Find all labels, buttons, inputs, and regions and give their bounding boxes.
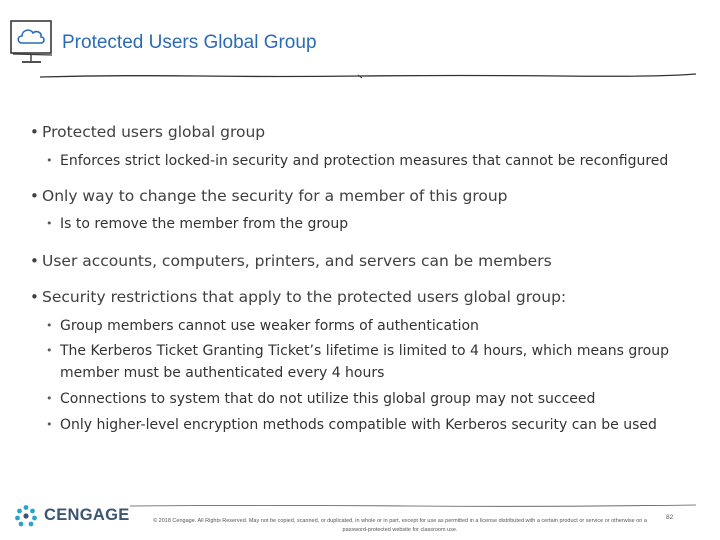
- bullet-group: [30, 251, 710, 272]
- bullet-text: User accounts, computers, printers, and servers can be members: [42, 252, 552, 270]
- bullet-text: Security restrictions that apply to the protected users global group:: [42, 288, 567, 306]
- sub-bullet-marker: •: [46, 217, 53, 230]
- sub-bullet-item: [30, 213, 710, 235]
- sub-bullet-text: Only higher-level encryption methods compatible with Kerberos security can be used: [60, 417, 657, 433]
- sub-bullet-item: [30, 315, 710, 337]
- copyright-notice: © 2018 Cengage. All Rights Reserved. May not be copied, scanned, or duplicated, in whole or in part, except for use as permitted in a license distributed with a certain product or service or otherwise on a password-protected website for classroom use.: [153, 518, 647, 533]
- bullet-text: Only way to change the security for a member of this group: [42, 187, 508, 205]
- bullet-item: [30, 287, 710, 308]
- sub-bullet-text: The Kerberos Ticket Granting Ticket’s lifetime is limited to 4 hours, which means group member must be authenticated every 4 hours: [60, 343, 669, 381]
- bullet-group: [30, 287, 710, 436]
- sub-bullet-marker: •: [46, 344, 53, 357]
- bullet-marker: •: [30, 187, 39, 205]
- slide-content: [30, 122, 710, 436]
- bullet-item: [30, 251, 710, 272]
- cloud-monitor-icon: [8, 18, 56, 68]
- bullet-item: [30, 186, 710, 207]
- sub-bullet-text: Is to remove the member from the group: [60, 216, 349, 232]
- footer-divider: [130, 503, 696, 509]
- sub-bullet-marker: •: [46, 319, 53, 332]
- sub-bullet-marker: •: [46, 154, 53, 167]
- bullet-marker: •: [30, 252, 39, 270]
- sub-bullet-marker: •: [46, 392, 53, 405]
- slide-title: Protected Users Global Group: [62, 32, 317, 53]
- cengage-wordmark: CENGAGE: [44, 506, 130, 524]
- sub-bullet-item: [30, 414, 710, 436]
- sub-bullet-text: Enforces strict locked-in security and protection measures that cannot be reconfigured: [60, 153, 669, 169]
- sub-bullet-text: Connections to system that do not utilize this global group may not succeed: [60, 391, 596, 407]
- bullet-marker: •: [30, 123, 39, 141]
- bullet-group: [30, 186, 710, 235]
- sub-bullet-text: Group members cannot use weaker forms of authentication: [60, 318, 479, 334]
- bullet-marker: •: [30, 288, 39, 306]
- sub-bullet-item: [30, 388, 710, 410]
- bullet-text: Protected users global group: [42, 123, 266, 141]
- sub-bullet-item: [30, 340, 710, 384]
- page-number: 82: [666, 514, 674, 521]
- bullet-group: [30, 122, 710, 172]
- cengage-logo: [14, 502, 130, 530]
- sub-bullet-marker: •: [46, 418, 53, 431]
- bullet-item: [30, 122, 710, 143]
- title-underline: [40, 70, 696, 82]
- cengage-logo-mark: [14, 504, 38, 528]
- sub-bullet-item: [30, 150, 710, 172]
